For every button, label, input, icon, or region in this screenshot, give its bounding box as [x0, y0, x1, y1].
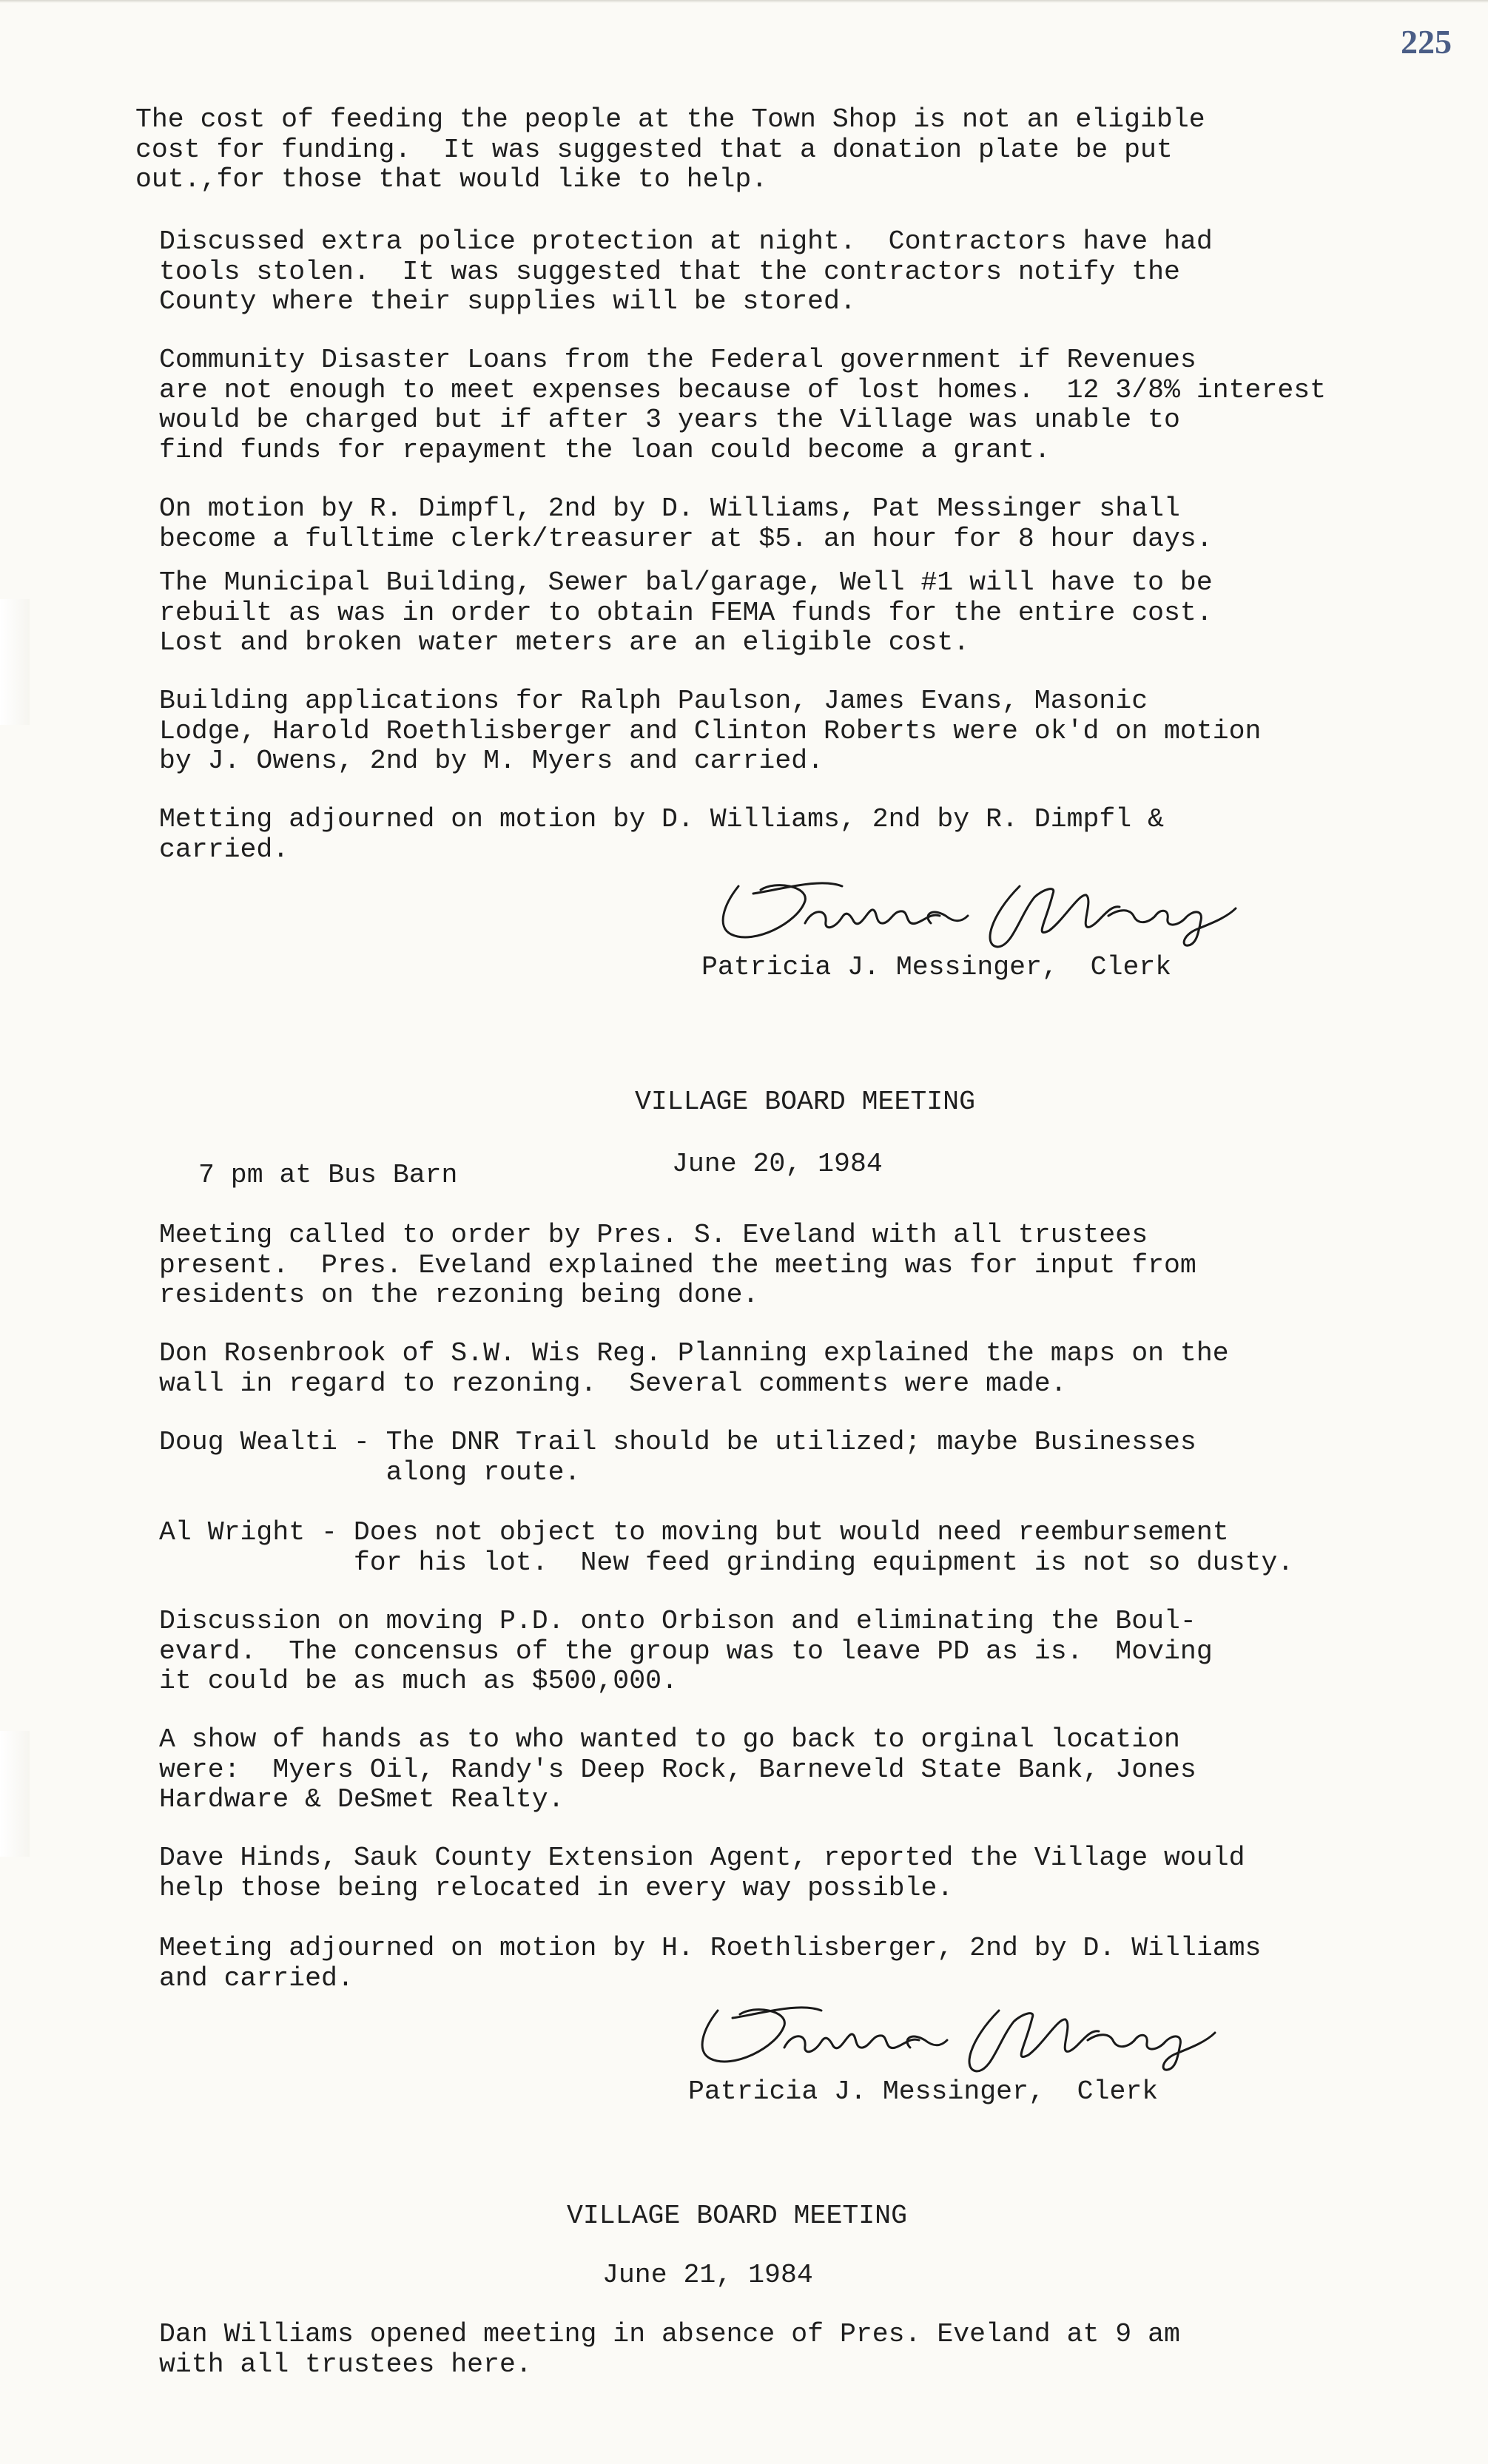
paragraph-wright: Al Wright - Does not object to moving but would need reembursement for his lot. New feed grinding equipment is not so dusty. [159, 1517, 1294, 1578]
paragraph-feeding-cost: The cost of feeding the people at the Town Shop is not an eligible cost for funding. It was suggested that a donation plate be put out.,for those that would like to help. [135, 104, 1205, 195]
paragraph-hinds: Dave Hinds, Sauk County Extension Agent, reported the Village would help those being relocated in every way possible. [159, 1843, 1245, 1903]
paragraph-called-to-order: Meeting called to order by Pres. S. Eveland with all trustees present. Pres. Eveland explained the meeting was for input from residents on the rezoning being done. [159, 1220, 1196, 1310]
scan-margin-mark [0, 599, 30, 725]
meeting-heading-2: VILLAGE BOARD MEETING [567, 2201, 907, 2231]
signature-caption-2: Patricia J. Messinger, Clerk [688, 2076, 1159, 2107]
paragraph-moving-pd: Discussion on moving P.D. onto Orbison and eliminating the Boul- evard. The concensus of the group was to leave PD as is. Moving it could be as much as $500,000. [159, 1606, 1213, 1696]
signature-block-1 [701, 864, 1242, 982]
paragraph-disaster-loans: Community Disaster Loans from the Federal government if Revenues are not enough to meet expenses because of lost homes. 12 3/8% interest would be charged but if after 3 years the Village was unable to find funds for repayment the loan could become a grant. [159, 345, 1327, 465]
handwritten-signature [688, 1988, 1221, 2077]
paragraph-building-applications: Building applications for Ralph Paulson, James Evans, Masonic Lodge, Harold Roethlisberger and Clinton Roberts were ok'd on motion by J. Owens, 2nd by M. Myers and carried. [159, 686, 1262, 776]
scan-top-edge [0, 0, 1488, 3]
page-number: 225 [1401, 23, 1452, 61]
paragraph-clerk-motion: On motion by R. Dimpfl, 2nd by D. Williams, Pat Messinger shall become a fulltime clerk/treasurer at $5. an hour for 8 hour days. [159, 493, 1213, 554]
paragraph-fema-rebuild: The Municipal Building, Sewer bal/garage, Well #1 will have to be rebuilt as was in order to obtain FEMA funds for the entire cost. Lost and broken water meters are an eligible cost. [159, 567, 1213, 658]
signature-block-2 [688, 1988, 1221, 2107]
paragraph-adjourned-2: Meeting adjourned on motion by H. Roethlisberger, 2nd by D. Williams and carried. [159, 1933, 1262, 1994]
handwritten-signature [709, 864, 1242, 953]
paragraph-show-of-hands: A show of hands as to who wanted to go back to orginal location were: Myers Oil, Randy's Deep Rock, Barneveld State Bank, Jones Hardware & DeSmet Realty. [159, 1724, 1196, 1815]
meeting-location-1: 7 pm at Bus Barn [198, 1160, 458, 1190]
paragraph-adjourned-1: Metting adjourned on motion by D. Williams, 2nd by R. Dimpfl & carried. [159, 804, 1165, 865]
meeting-date-2: June 21, 1984 [602, 2260, 813, 2290]
paragraph-wealti: Doug Wealti - The DNR Trail should be utilized; maybe Businesses along route. [159, 1427, 1196, 1488]
meeting-date-1: June 20, 1984 [672, 1149, 883, 1179]
paragraph-rosenbrook: Don Rosenbrook of S.W. Wis Reg. Planning explained the maps on the wall in regard to rezoning. Several comments were made. [159, 1338, 1229, 1399]
scan-margin-mark [0, 1731, 30, 1857]
paragraph-williams-opened: Dan Williams opened meeting in absence of Pres. Eveland at 9 am with all trustees here. [159, 2319, 1180, 2380]
meeting-heading-1: VILLAGE BOARD MEETING [635, 1087, 975, 1117]
signature-caption-1: Patricia J. Messinger, Clerk [701, 952, 1172, 982]
paragraph-police-protection: Discussed extra police protection at night. Contractors have had tools stolen. It was suggested that the contractors notify the County where their supplies will be stored. [159, 226, 1213, 317]
